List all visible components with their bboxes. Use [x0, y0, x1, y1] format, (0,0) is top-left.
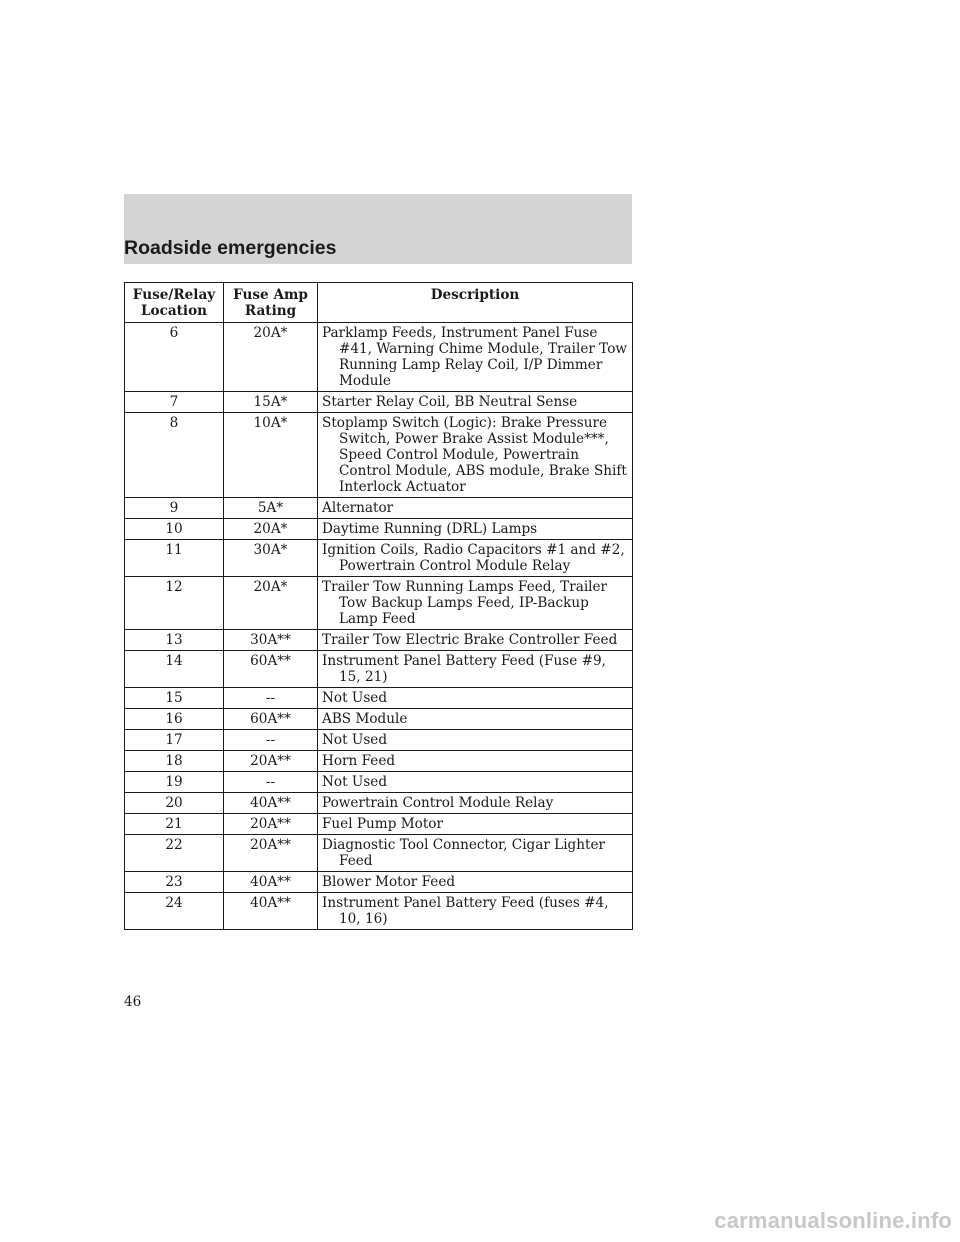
table-row: [125, 577, 633, 630]
fuse-description-cell: [318, 540, 633, 577]
fuse-description-text: Not Used: [322, 690, 388, 706]
table-row: [125, 323, 633, 392]
table-row: [125, 498, 633, 519]
table-row: [125, 730, 633, 751]
section-header: [124, 194, 632, 264]
table-body: [125, 323, 633, 930]
fuse-description-cell: [318, 413, 633, 498]
table-row: [125, 872, 633, 893]
fuse-description-text: Diagnostic Tool Connector, Cigar Lighter Feed: [322, 837, 606, 869]
fuse-rating-cell: 40A**: [224, 893, 318, 930]
fuse-location-cell: 8: [125, 413, 224, 498]
fuse-rating-cell: 60A**: [224, 651, 318, 688]
fuse-description-text: Horn Feed: [322, 753, 396, 769]
fuse-location-cell: 14: [125, 651, 224, 688]
table-row: [125, 688, 633, 709]
fuse-description-cell: [318, 814, 633, 835]
fuse-location-cell: 7: [125, 392, 224, 413]
fuse-description-text: Not Used: [322, 732, 388, 748]
fuse-description-cell: [318, 872, 633, 893]
fuse-description-text: ABS Module: [322, 711, 408, 727]
fuse-location-cell: 24: [125, 893, 224, 930]
fuse-location-cell: 13: [125, 630, 224, 651]
fuse-rating-cell: 10A*: [224, 413, 318, 498]
fuse-description-text: Stoplamp Switch (Logic): Brake Pressure Switch, Power Brake Assist Module***, Speed Control Module, Powertrain Control Module, ABS module, Brake Shift Interlock Actuator: [322, 415, 627, 495]
fuse-description-cell: [318, 519, 633, 540]
fuse-location-cell: 10: [125, 519, 224, 540]
header-rating: Fuse Amp Rating: [224, 283, 318, 323]
fuse-description-text: Alternator: [322, 500, 394, 516]
fuse-description-cell: [318, 577, 633, 630]
fuse-rating-cell: 15A*: [224, 392, 318, 413]
fuse-rating-cell: 20A*: [224, 323, 318, 392]
fuse-location-cell: 21: [125, 814, 224, 835]
fuse-description-cell: [318, 651, 633, 688]
fuse-rating-cell: 20A**: [224, 835, 318, 872]
fuse-description-text: Trailer Tow Electric Brake Controller Feed: [322, 632, 618, 648]
fuse-location-cell: 16: [125, 709, 224, 730]
fuse-rating-cell: 20A**: [224, 751, 318, 772]
fuse-rating-cell: --: [224, 730, 318, 751]
fuse-rating-cell: 60A**: [224, 709, 318, 730]
table-header-row: [125, 283, 633, 323]
fuse-description-text: Parklamp Feeds, Instrument Panel Fuse #41, Warning Chime Module, Trailer Tow Running Lamp Relay Coil, I/P Dimmer Module: [322, 325, 628, 389]
fuse-description-cell: [318, 498, 633, 519]
fuse-location-cell: 17: [125, 730, 224, 751]
fuse-rating-cell: 20A**: [224, 814, 318, 835]
fuse-description-cell: [318, 793, 633, 814]
table-row: [125, 651, 633, 688]
table-row: [125, 835, 633, 872]
header-description: Description: [318, 283, 633, 323]
page-number: 46: [124, 994, 142, 1010]
fuse-description-cell: [318, 709, 633, 730]
fuse-location-cell: 11: [125, 540, 224, 577]
table-row: [125, 630, 633, 651]
table-row: [125, 793, 633, 814]
fuse-rating-cell: 40A**: [224, 793, 318, 814]
table-row: [125, 540, 633, 577]
fuse-description-cell: [318, 835, 633, 872]
fuse-location-cell: 22: [125, 835, 224, 872]
fuse-description-text: Trailer Tow Running Lamps Feed, Trailer Tow Backup Lamps Feed, IP-Backup Lamp Feed: [322, 579, 608, 627]
fuse-description-cell: [318, 730, 633, 751]
table-row: [125, 893, 633, 930]
fuse-rating-cell: --: [224, 688, 318, 709]
fuse-rating-cell: 30A*: [224, 540, 318, 577]
fuse-location-cell: 18: [125, 751, 224, 772]
fuse-location-cell: 12: [125, 577, 224, 630]
fuse-description-text: Instrument Panel Battery Feed (fuses #4, 10, 16): [322, 895, 609, 927]
fuse-description-text: Instrument Panel Battery Feed (Fuse #9, 15, 21): [322, 653, 606, 685]
table-row: [125, 392, 633, 413]
table-row: [125, 751, 633, 772]
fuse-description-cell: [318, 751, 633, 772]
fuse-description-text: Powertrain Control Module Relay: [322, 795, 554, 811]
fuse-description-cell: [318, 772, 633, 793]
fuse-description-text: Blower Motor Feed: [322, 874, 456, 890]
fuse-description-cell: [318, 630, 633, 651]
fuse-location-cell: 6: [125, 323, 224, 392]
fuse-location-cell: 9: [125, 498, 224, 519]
fuse-rating-cell: 20A*: [224, 519, 318, 540]
fuse-description-cell: [318, 688, 633, 709]
fuse-table: [124, 282, 633, 930]
fuse-description-text: Ignition Coils, Radio Capacitors #1 and #2, Powertrain Control Module Relay: [322, 542, 625, 574]
fuse-location-cell: 15: [125, 688, 224, 709]
fuse-description-text: Daytime Running (DRL) Lamps: [322, 521, 538, 537]
table-row: [125, 772, 633, 793]
fuse-location-cell: 23: [125, 872, 224, 893]
fuse-description-text: Starter Relay Coil, BB Neutral Sense: [322, 394, 578, 410]
table-row: [125, 709, 633, 730]
watermark: carmanualsonline.info: [714, 1208, 952, 1233]
fuse-description-cell: [318, 323, 633, 392]
table-row: [125, 814, 633, 835]
header-location: Fuse/Relay Location: [125, 283, 224, 323]
fuse-description-text: Fuel Pump Motor: [322, 816, 443, 832]
fuse-location-cell: 19: [125, 772, 224, 793]
fuse-rating-cell: 30A**: [224, 630, 318, 651]
table-row: [125, 519, 633, 540]
fuse-rating-cell: 5A*: [224, 498, 318, 519]
fuse-rating-cell: 40A**: [224, 872, 318, 893]
fuse-description-cell: [318, 893, 633, 930]
fuse-description-text: Not Used: [322, 774, 388, 790]
table-row: [125, 413, 633, 498]
section-title: Roadside emergencies: [124, 237, 337, 259]
fuse-rating-cell: --: [224, 772, 318, 793]
fuse-location-cell: 20: [125, 793, 224, 814]
fuse-rating-cell: 20A*: [224, 577, 318, 630]
fuse-description-cell: [318, 392, 633, 413]
